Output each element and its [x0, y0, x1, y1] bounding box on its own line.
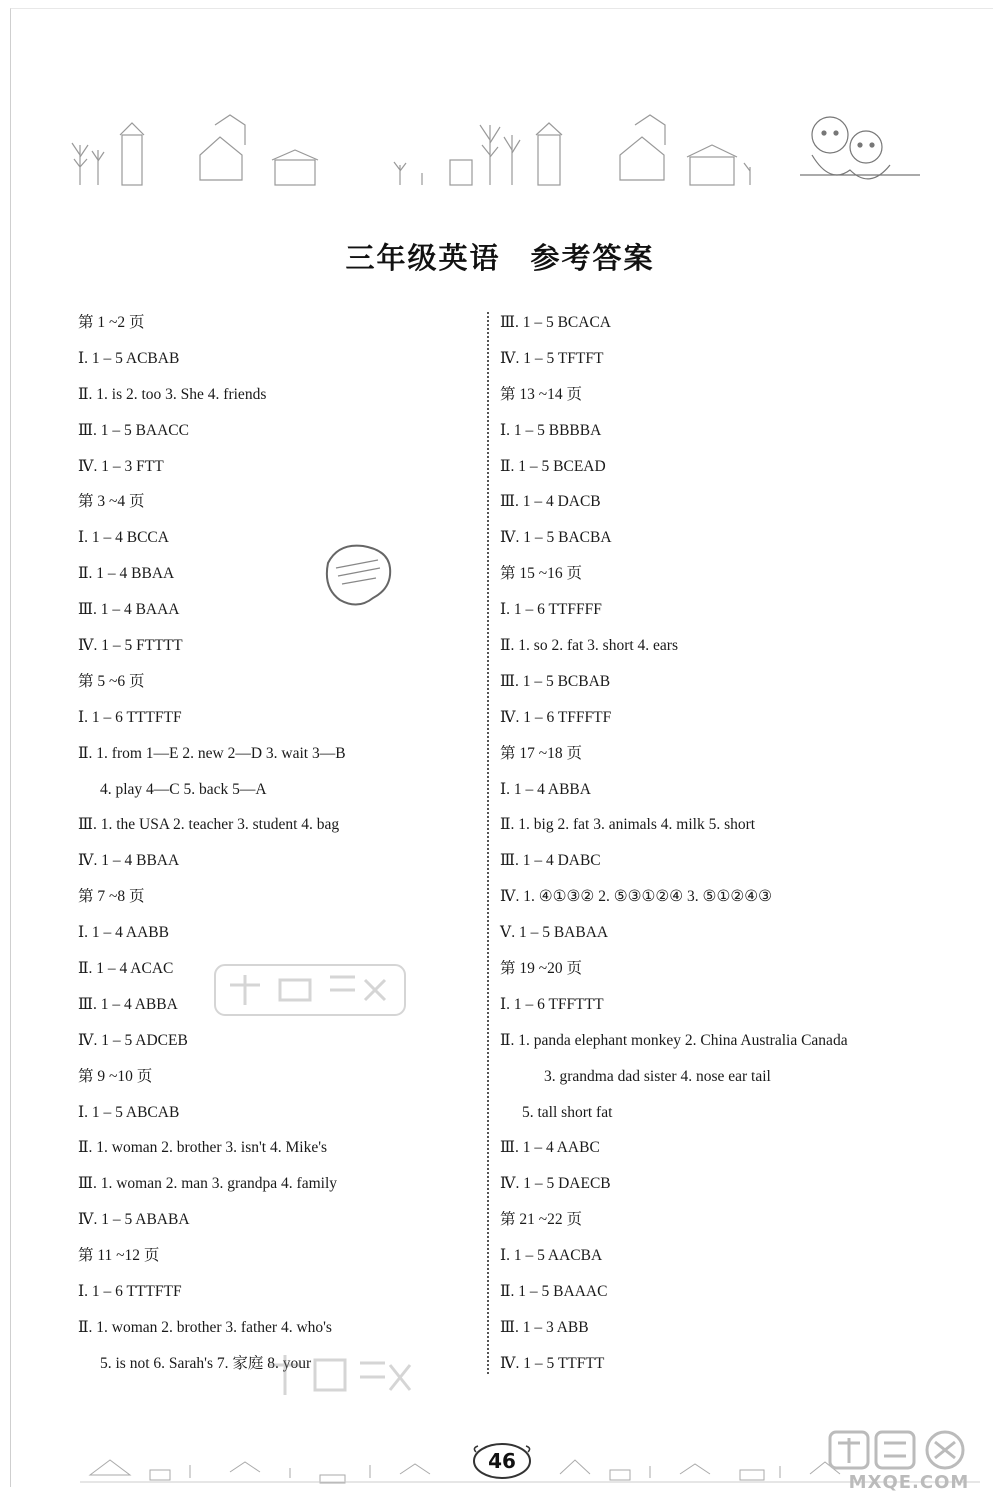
- watermark-logo: [820, 1428, 998, 1494]
- answer-logo-icon: [820, 1428, 998, 1472]
- house-icon: [620, 137, 664, 180]
- answer-line-left: Ⅲ. 1 – 4 ABBA: [78, 995, 178, 1013]
- answer-line-left: 第 3 ~4 页: [78, 493, 145, 511]
- header-decoration: [60, 95, 940, 205]
- answer-line-left: Ⅱ. 1 – 4 BBAA: [78, 565, 175, 583]
- answer-line-left: Ⅱ. 1. from 1—E 2. new 2—D 3. wait 3—B: [78, 744, 346, 762]
- tree-icon: [744, 163, 750, 185]
- answer-line-left: Ⅳ. 1 – 4 BBAA: [78, 852, 180, 870]
- answer-line-right: Ⅳ. 1 – 5 TFTFT: [500, 349, 604, 367]
- answer-line-right: 第 19 ~20 页: [500, 960, 583, 978]
- answer-line-right: Ⅰ. 1 – 6 TTFFFF: [500, 601, 602, 619]
- answer-line-right: Ⅰ. 1 – 6 TFFTTT: [500, 995, 604, 1013]
- answer-line-left: Ⅱ. 1. is 2. too 3. She 4. friends: [78, 385, 267, 403]
- answer-line-right: Ⅳ. 1 – 5 DAECB: [500, 1175, 611, 1193]
- answer-line-left: Ⅰ. 1 – 5 ABCAB: [78, 1103, 180, 1121]
- answer-line-left: Ⅳ. 1 – 5 FTTTT: [78, 637, 183, 655]
- tree-icon: [394, 162, 406, 185]
- answer-line-right: Ⅰ. 1 – 5 BBBBA: [500, 421, 602, 439]
- page-number-badge: [470, 1440, 534, 1482]
- answer-line-right: Ⅳ. 1 – 5 TTFTT: [500, 1354, 605, 1372]
- answer-line-right: 5. tall short fat: [522, 1103, 613, 1121]
- column-divider: [487, 312, 489, 1374]
- answer-line-left: Ⅱ. 1 – 4 ACAC: [78, 960, 174, 978]
- watermark-stamp-icon: [260, 1345, 420, 1410]
- answer-line-left: 第 5 ~6 页: [78, 672, 145, 690]
- answer-line-right: Ⅱ. 1. so 2. fat 3. short 4. ears: [500, 637, 678, 655]
- answer-line-left: Ⅲ. 1 – 5 BAACC: [78, 421, 189, 439]
- answer-line-right: Ⅲ. 1 – 4 AABC: [500, 1139, 600, 1157]
- watermark-stamp-icon: [210, 955, 410, 1025]
- answer-line-left: Ⅱ. 1. woman 2. brother 3. isn't 4. Mike's: [78, 1139, 328, 1157]
- answer-line-right: 第 17 ~18 页: [500, 744, 583, 762]
- answer-line-right: Ⅴ. 1 – 5 BABAA: [500, 924, 609, 942]
- title-subject: 三年级英语: [345, 241, 501, 275]
- right-column: [500, 305, 960, 1382]
- tree-icon: [480, 125, 500, 185]
- answer-line-left: Ⅳ. 1 – 3 FTT: [78, 457, 164, 475]
- tree-icon: [72, 143, 88, 185]
- page-number: 46: [488, 1449, 516, 1473]
- answer-line-right: Ⅱ. 1. big 2. fat 3. animals 4. milk 5. short: [500, 816, 756, 834]
- answer-line-left: 5. is not 6. Sarah's 7. 家庭 8. your: [100, 1354, 312, 1372]
- answer-line-left: Ⅳ. 1 – 5 ADCEB: [78, 1031, 188, 1049]
- answer-line-left: Ⅲ. 1. the USA 2. teacher 3. student 4. bag: [78, 816, 340, 834]
- house-icon: [122, 135, 142, 185]
- answer-line-left: Ⅲ. 1. woman 2. man 3. grandpa 4. family: [78, 1175, 338, 1193]
- answer-line-right: Ⅱ. 1 – 5 BAAAC: [500, 1283, 608, 1301]
- answer-line-right: Ⅲ. 1 – 4 DABC: [500, 852, 601, 870]
- answer-line-right: Ⅰ. 1 – 4 ABBA: [500, 780, 591, 798]
- answer-line-right: Ⅲ. 1 – 3 ABB: [500, 1318, 589, 1336]
- answer-line-right: Ⅲ. 1 – 5 BCACA: [500, 314, 611, 331]
- answer-line-right: Ⅰ. 1 – 5 AACBA: [500, 1247, 603, 1265]
- answer-line-left: Ⅱ. 1. woman 2. brother 3. father 4. who's: [78, 1318, 332, 1336]
- house-icon: [200, 137, 242, 180]
- answer-line-left: 第 1 ~2 页: [78, 314, 145, 331]
- answer-line-right: 第 13 ~14 页: [500, 385, 583, 403]
- answer-line-left: Ⅰ. 1 – 6 TTTFTF: [78, 1283, 182, 1301]
- answer-line-right: 3. grandma dad sister 4. nose ear tail: [544, 1067, 771, 1085]
- answer-line-left: Ⅰ. 1 – 6 TTTFTF: [78, 708, 182, 726]
- answer-line-right: Ⅳ. 1. ④①③② 2. ⑤③①②④ 3. ⑤①②④③: [500, 888, 773, 906]
- answer-line-left: Ⅰ. 1 – 4 AABB: [78, 924, 169, 942]
- answer-line-left: 第 9 ~10 页: [78, 1067, 153, 1085]
- left-column: [78, 305, 478, 1382]
- answer-line-right: Ⅱ. 1. panda elephant monkey 2. China Australia Canada: [500, 1031, 848, 1049]
- answer-line-right: 第 21 ~22 页: [500, 1211, 583, 1229]
- answer-line-left: Ⅳ. 1 – 5 ABABA: [78, 1211, 190, 1229]
- answer-line-left: 第 11 ~12 页: [78, 1247, 160, 1265]
- page-title: [0, 236, 1000, 277]
- tree-icon: [92, 150, 104, 185]
- tree-icon: [504, 135, 520, 185]
- answer-line-right: Ⅳ. 1 – 5 BACBA: [500, 529, 612, 547]
- answer-line-right: Ⅱ. 1 – 5 BCEAD: [500, 457, 606, 475]
- answer-line-right: Ⅲ. 1 – 5 BCBAB: [500, 672, 611, 690]
- house-icon: [538, 135, 560, 185]
- answer-line-right: Ⅲ. 1 – 4 DACB: [500, 493, 601, 511]
- answer-line-right: Ⅳ. 1 – 6 TFFFTF: [500, 708, 612, 726]
- answer-line-left: Ⅰ. 1 – 5 ACBAB: [78, 349, 180, 367]
- answer-line-left: 4. play 4—C 5. back 5—A: [100, 780, 267, 798]
- answer-line-left: Ⅰ. 1 – 4 BCCA: [78, 529, 169, 547]
- title-answer-key: 参考答案: [530, 241, 655, 275]
- watermark-text: MXQE.COM: [848, 1472, 970, 1493]
- answer-line-left: Ⅲ. 1 – 4 BAAA: [78, 601, 180, 619]
- stamp-icon: [318, 538, 398, 618]
- answer-line-left: 第 7 ~8 页: [78, 888, 145, 906]
- answer-line-right: 第 15 ~16 页: [500, 565, 583, 583]
- cartoon-children-icon: [800, 117, 920, 179]
